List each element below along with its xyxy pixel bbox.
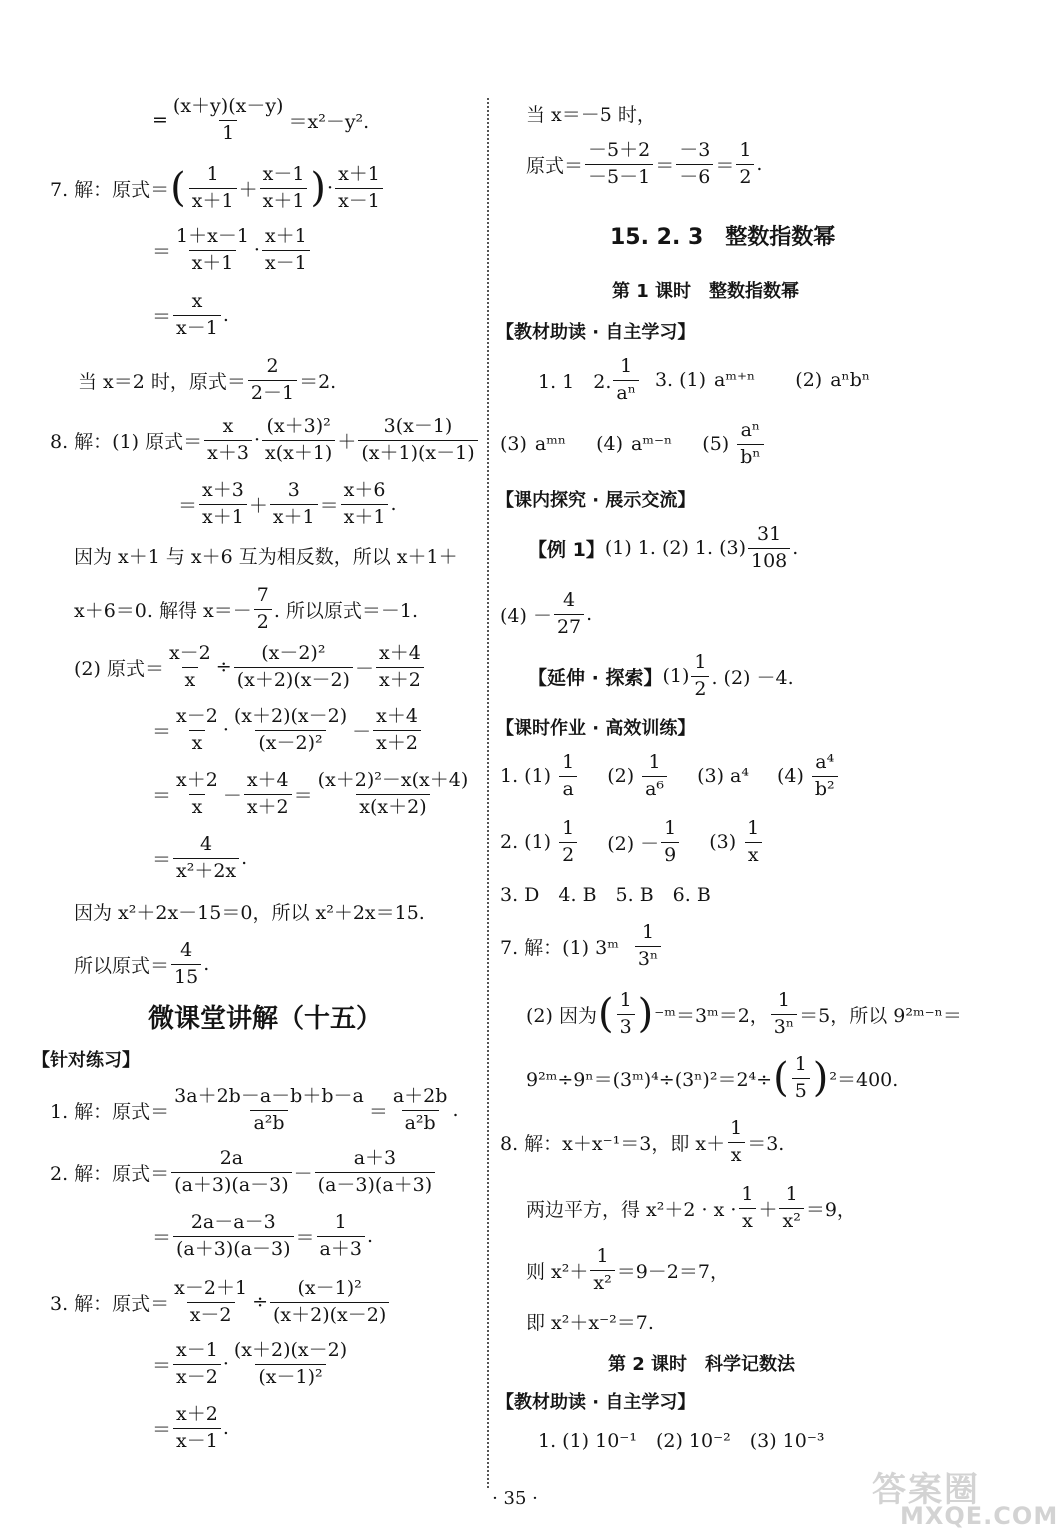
fraction: $\frac{1+x-1}{x+1}$ [176,225,249,274]
problem-label: 8. 解：(1) 原式＝ [50,430,203,453]
math-text: ＝x²－y². [288,110,370,133]
section-tag: 【教材助读 · 自主学习】 [496,1392,696,1413]
fraction: $\frac{1}{2}$ [559,818,577,867]
math-line: 两边平方，得 x²＋2 · x · $\frac{1}{x}$ ＋ $\frac{1}{\text{x²}}$ ＝9， [526,1183,856,1232]
fraction: $\frac{x+2}{x}$ [176,769,218,818]
watermark-url: MXQE.COM [900,1502,1058,1530]
homework-2-line: 2. (1) $\frac{1}{2}$ (2) － $\frac{1}{9}$ (3) $\frac{1}{x}$ [500,818,764,867]
fraction: $\frac{x-1}{x+1}$ [260,164,308,213]
fraction: $\frac{(x+2)(x-2)}{\text{(x－1)²}}$ [233,1339,348,1388]
math-line: ＝ $\frac{x}{x-1}$ . [152,290,229,339]
fraction: $\frac{1}{x}$ [738,1184,756,1233]
fraction: $\frac{x-2}{x}$ [176,705,218,754]
homework-8-line: 8. 解：x＋x⁻¹＝3，即 x＋ $\frac{1}{x}$ ＝3. [500,1117,785,1166]
text-line: 因为 x＋1 与 x＋6 互为相反数，所以 x＋1＋ [74,546,458,568]
fraction: $\frac{4}{15}$ [171,940,201,989]
problem-8-line: 8. 解：(1) 原式＝ $\frac{x}{x+3}$ · $\frac{\text{(x＋3)²}}{x(x+1)}$ ＋ $\frac{3(x-1)}{(x+1)(x-1)}$ [50,416,480,465]
page-number: · 35 · [492,1488,538,1509]
fraction: $\frac{1}{\text{3ⁿ}}$ [771,990,797,1039]
text-line: 因为 x²＋2x－15＝0，所以 x²＋2x＝15. [74,902,425,924]
fraction: $\frac{x+4}{x+2}$ [244,770,292,819]
fraction: $\frac{31}{108}$ [748,524,790,573]
fraction: $\frac{\text{aⁿ}}{\text{bⁿ}}$ [737,420,763,469]
section-tag: 【课内探究 · 展示交流】 [496,490,696,511]
fraction: $\frac{x-1}{x-2}$ [173,1340,221,1389]
fraction: $\frac{1}{x+1}$ [189,164,237,213]
fraction: $\frac{\text{(x－2)²}}{(x+2)(x-2)}$ [234,643,353,692]
text-line: 当 x＝－5 时， [526,104,656,126]
fraction: $\frac{3}{x+1}$ [270,480,318,529]
fraction: $\frac{1}{2}$ [736,140,754,189]
homework-1-line: 1. (1) $\frac{1}{a}$ (2) $\frac{1}{\text{a⁶}}$ (3) a⁴ (4) $\frac{\text{a⁴}}{\text{b²}}$ [500,752,840,801]
fraction: $\frac{x}{x+3}$ [204,416,252,465]
fraction: $\frac{x+3}{x+1}$ [199,480,247,529]
answer-line: 1. 1 2. $\frac{1}{\text{aⁿ}}$ 3. (1) aᵐ⁺ⁿ (2) aⁿbⁿ [538,355,871,404]
practice-1-line: 1. 解：原式＝ $\frac{3a+2b-a-b+b-a}{\text{a²b}}$ ＝ $\frac{a+2b}{\text{a²b}}$ . [50,1085,459,1134]
fraction: $\frac{-3}{-6}$ [676,140,713,189]
fraction: $\frac{x+4}{x+2}$ [373,706,421,755]
fraction: $\frac{1}{\text{aⁿ}}$ [613,356,639,405]
fraction: $\frac{1}{\text{3ⁿ}}$ [635,922,661,971]
section-title: 15. 2. 3 整数指数幂 [610,225,836,250]
math-line: 则 x²＋ $\frac{1}{\text{x²}}$ ＝9－2＝7， [526,1245,729,1294]
fraction: $\frac{1}{5}$ [792,1054,810,1103]
fraction: $\frac{x+1}{x-1}$ [262,226,310,275]
fraction: $\frac{x}{x-1}$ [173,291,221,340]
fraction: $\frac{1}{2}$ [691,652,709,701]
fraction: $\frac{1}{a}$ [559,752,577,801]
math-line: ＝ $\frac{x+2}{x}$ － $\frac{x+4}{x+2}$ ＝ $\frac{\text{(x＋2)²－x(x＋4)}}{x(x+2)}$ [152,770,473,819]
practice-tag: 【针对练习】 [32,1050,140,1071]
math-line: ＝ $\frac{x-2}{x}$ · $\frac{(x+2)(x-2)}{\text{(x－2)²}}$ － $\frac{x+4}{x+2}$ [152,706,423,755]
math-line: (2) 因为 ( $\frac{1}{3}$ ) ⁻ᵐ＝3ᵐ＝2， $\frac{1}{\text{3ⁿ}}$ ＝5，所以 9²ᵐ⁻ⁿ＝ [526,989,962,1038]
example-line: 【例 1】 (1) 1. (2) 1. (3) $\frac{31}{108}$ . [528,523,799,572]
example-line: (4) － $\frac{4}{27}$ . [500,589,593,638]
fraction: $\frac{(x+2)(x-2)}{\text{(x－2)²}}$ [233,705,348,754]
fraction: $\frac{(x+y)(x-y)}{1}$ [172,95,284,144]
fraction: $\frac{\text{(x＋2)²－x(x＋4)}}{x(x+2)}$ [317,769,469,818]
fraction: $\frac{-5+2}{-5-1}$ [585,140,653,189]
math-line: 9²ᵐ÷9ⁿ＝(3ᵐ)⁴÷(3ⁿ)²＝2⁴÷ ( $\frac{1}{5}$ ) ²＝400. [526,1053,899,1102]
fraction: $\frac{1}{x}$ [727,1118,745,1167]
fraction: $\frac{7}{2}$ [254,585,272,634]
fraction: $\frac{1}{x}$ [744,818,762,867]
math-text: = [152,109,168,132]
math-line: 原式＝ $\frac{-5+2}{-5-1}$ ＝ $\frac{-3}{-6}$ ＝ $\frac{1}{2}$ . [526,139,763,188]
column-divider [487,98,489,1488]
fraction: $\frac{3a+2b-a-b+b-a}{\text{a²b}}$ [174,1085,364,1134]
fraction: $\frac{1}{\text{a⁶}}$ [642,752,667,801]
watermark-logo: 答案圈 [872,1470,980,1510]
fraction: $\frac{x+4}{x+2}$ [376,643,424,692]
problem-7-line: 7. 解：原式＝ ( $\frac{1}{x+1}$ ＋ $\frac{x-1}{x+1}$ ) · $\frac{x+1}{x-1}$ [50,164,385,213]
text-line: 即 x²＋x⁻²＝7. [526,1312,654,1334]
math-line: ＝ $\frac{1+x-1}{x+1}$ · $\frac{x+1}{x-1}$ [152,226,312,275]
lesson-1-title: 第 1 课时 整数指数幂 [612,281,800,302]
fraction: $\frac{4}{27}$ [554,590,584,639]
fraction: $\frac{\text{(x＋3)²}}{x(x+1)}$ [262,416,335,465]
math-line: ＝ $\frac{x-1}{x-2}$ · $\frac{(x+2)(x-2)}{\text{(x－1)²}}$ [152,1340,352,1389]
fraction: $\frac{x-2}{x}$ [168,642,211,691]
math-line: (2) 原式＝ $\frac{x-2}{x}$ ÷ $\frac{\text{(x－2)²}}{(x+2)(x-2)}$ － $\frac{x+4}{x+2}$ [74,643,426,692]
practice-3-line: 3. 解：原式＝ $\frac{x-2+1}{x-2}$ ÷ $\frac{\text{(x－1)²}}{(x+2)(x-2)}$ [50,1278,391,1327]
fraction: $\frac{1}{3}$ [617,990,635,1039]
section-tag: 【教材助读 · 自主学习】 [496,322,696,343]
math-line: ＝ $\frac{4}{\text{x²＋2x}}$ . [152,833,248,882]
fraction: $\frac{\text{a⁴}}{\text{b²}}$ [812,752,838,801]
text-line: x＋6＝0. 解得 x＝－ $\frac{7}{2}$ . 所以原式＝－1. [74,584,419,633]
homework-7-line: 7. 解：(1) 3ᵐ $\frac{1}{\text{3ⁿ}}$ [500,922,663,971]
fraction: $\frac{x+2}{x-1}$ [173,1404,221,1453]
fraction: $\frac{1}{a+3}$ [317,1212,365,1261]
fraction: $\frac{2a-a-3}{(a+3)(a-3)}$ [173,1212,293,1261]
fraction: $\frac{\text{(x－1)²}}{(x+2)(x-2)}$ [270,1278,389,1327]
fraction: $\frac{3(x-1)}{(x+1)(x-1)}$ [358,416,477,465]
watermark [860,1462,1058,1532]
answer-line: 1. (1) 10⁻¹ (2) 10⁻² (3) 10⁻³ [538,1430,825,1452]
math-line: ＝ $\frac{x+2}{x-1}$ . [152,1403,229,1452]
math-line: ＝ $\frac{2a-a-3}{(a+3)(a-3)}$ ＝ $\frac{1}{a+3}$ . [152,1211,373,1260]
lesson-2-title: 第 2 课时 科学记数法 [608,1354,796,1375]
answer-line: (3) aᵐⁿ (4) aᵐ⁻ⁿ (5) $\frac{\text{aⁿ}}{\text{bⁿ}}$ [500,420,766,469]
problem-label: 7. 解：原式＝ [50,178,170,201]
fraction: $\frac{x+1}{x-1}$ [335,164,383,213]
math-line [152,96,369,145]
fraction: $\frac{a+3}{(a-3)(a+3)}$ [315,1148,435,1197]
fraction: $\frac{a+2b}{\text{a²b}}$ [392,1085,448,1134]
fraction: $\frac{1}{9}$ [661,818,679,867]
practice-2-line: 2. 解：原式＝ $\frac{2a}{(a+3)(a-3)}$ － $\frac{a+3}{(a-3)(a+3)}$ [50,1148,437,1197]
micro-lecture-title: 微课堂讲解（十五） [148,1004,383,1034]
fraction: $\frac{1}{\text{x²}}$ [779,1184,803,1233]
fraction: $\frac{1}{\text{x²}}$ [590,1246,614,1295]
fraction: $\frac{2a}{(a+3)(a-3)}$ [171,1148,291,1197]
fraction: $\frac{x-2+1}{x-2}$ [174,1277,248,1326]
math-line: 当 x＝2 时，原式＝ $\frac{2}{2-1}$ ＝2. [78,355,337,404]
math-line: ＝ $\frac{x+3}{x+1}$ ＋ $\frac{3}{x+1}$ ＝ $\frac{x+6}{x+1}$ . [178,479,397,528]
section-tag: 【课时作业 · 高效训练】 [496,718,696,739]
fraction: $\frac{2}{2-1}$ [248,356,297,405]
extension-line: 【延伸 · 探索】 (1) $\frac{1}{2}$ . (2) －4. [528,651,794,700]
fraction: $\frac{4}{\text{x²＋2x}}$ [173,834,239,883]
homework-3-6-line: 3. D 4. B 5. B 6. B [500,884,711,906]
math-line: 所以原式＝ $\frac{4}{15}$ . [74,939,210,988]
fraction: $\frac{x+6}{x+1}$ [341,480,389,529]
